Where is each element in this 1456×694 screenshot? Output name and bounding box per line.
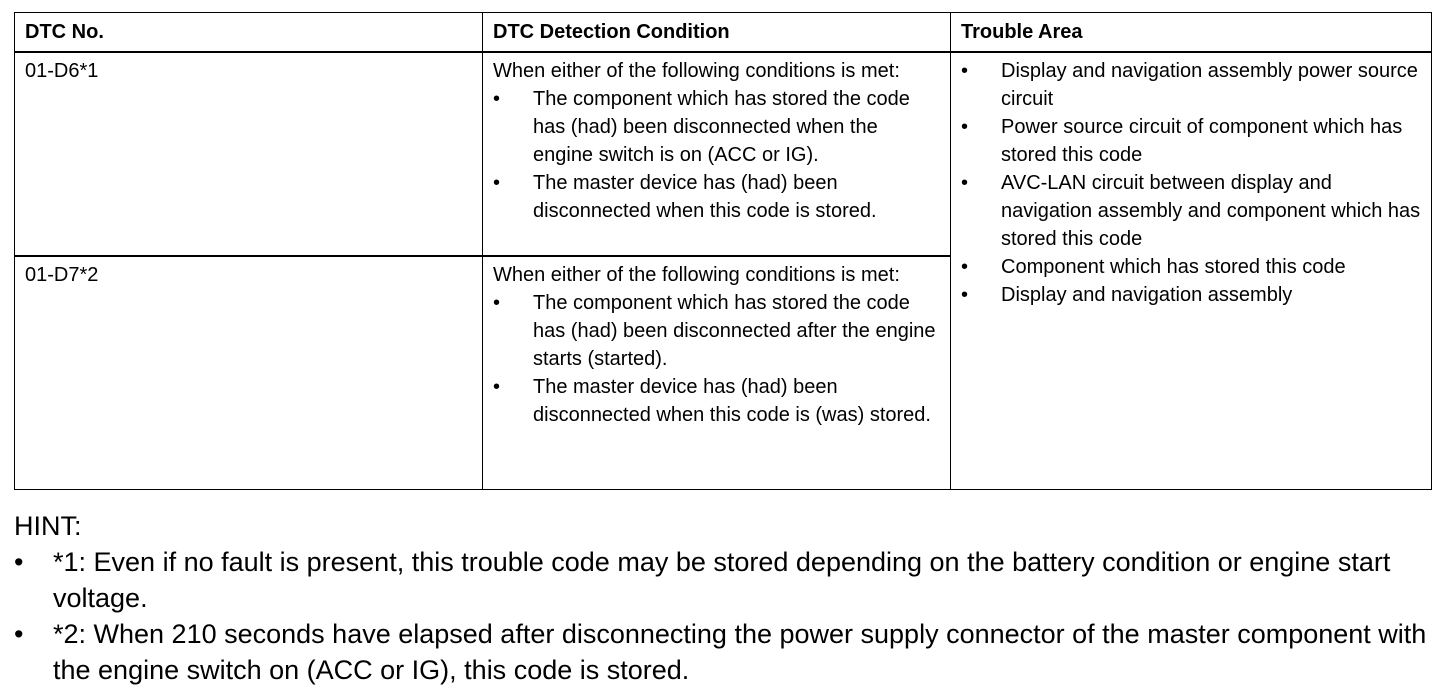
header-trouble-area: Trouble Area [951,13,1432,53]
bullet-marker: • [493,172,501,194]
hint-text: *1: Even if no fault is present, this trouble code may be stored depending on the battery condition or engine start voltage. [53,547,1391,613]
dtc-code-cell: 01-D6*1 [15,52,483,256]
hint-section [14,508,1434,688]
hint-text: *2: When 210 seconds have elapsed after disconnecting the power supply connector of the master component with the engine switch on (ACC or IG), this code is stored. [53,619,1427,685]
bullet-marker: • [493,292,501,314]
list-item [493,373,940,429]
bullet-marker: • [493,88,501,110]
list-item [961,113,1421,169]
condition-list [493,85,940,225]
detection-condition-cell [483,52,951,256]
trouble-area-text: AVC-LAN circuit between display and navigation assembly and component which has stored this code [1001,172,1421,250]
list-item [493,169,940,225]
trouble-area-text: Display and navigation assembly [1001,284,1293,306]
bullet-marker: • [961,60,969,82]
trouble-area-text: Display and navigation assembly power source circuit [1001,60,1418,110]
detection-condition-cell [483,256,951,490]
list-item [14,544,1434,616]
header-dtc-no: DTC No. [15,13,483,53]
condition-text: The master device has (had) been disconnected when this code is (was) stored. [533,376,931,426]
condition-text: The master device has (had) been disconnected when this code is stored. [533,172,877,222]
trouble-area-text: Component which has stored this code [1001,256,1346,278]
bullet-marker: • [14,547,24,577]
trouble-area-text: Power source circuit of component which has stored this code [1001,116,1403,166]
trouble-area-list [961,57,1421,309]
dtc-table [14,12,1432,490]
bullet-marker: • [961,172,969,194]
list-item [961,253,1421,281]
list-item [493,85,940,169]
condition-intro: When either of the following conditions is met: [493,60,900,82]
bullet-marker: • [14,619,24,649]
bullet-marker: • [961,284,969,306]
list-item [493,289,940,373]
bullet-marker: • [493,376,501,398]
bullet-marker: • [961,256,969,278]
condition-intro: When either of the following conditions is met: [493,264,900,286]
list-item [961,281,1421,309]
condition-text: The component which has stored the code has (had) been disconnected when the engine switch is on (ACC or IG). [533,88,910,166]
table-header-row [15,13,1432,53]
bullet-marker: • [961,116,969,138]
condition-list [493,289,940,429]
dtc-code-cell: 01-D7*2 [15,256,483,490]
trouble-area-cell [951,52,1432,490]
list-item [961,169,1421,253]
list-item [14,616,1434,688]
condition-text: The component which has stored the code has (had) been disconnected after the engine starts (started). [533,292,936,370]
list-item [961,57,1421,113]
table-row [15,52,1432,256]
header-detection-condition: DTC Detection Condition [483,13,951,53]
hint-list [14,544,1434,688]
hint-title: HINT: [14,511,82,541]
